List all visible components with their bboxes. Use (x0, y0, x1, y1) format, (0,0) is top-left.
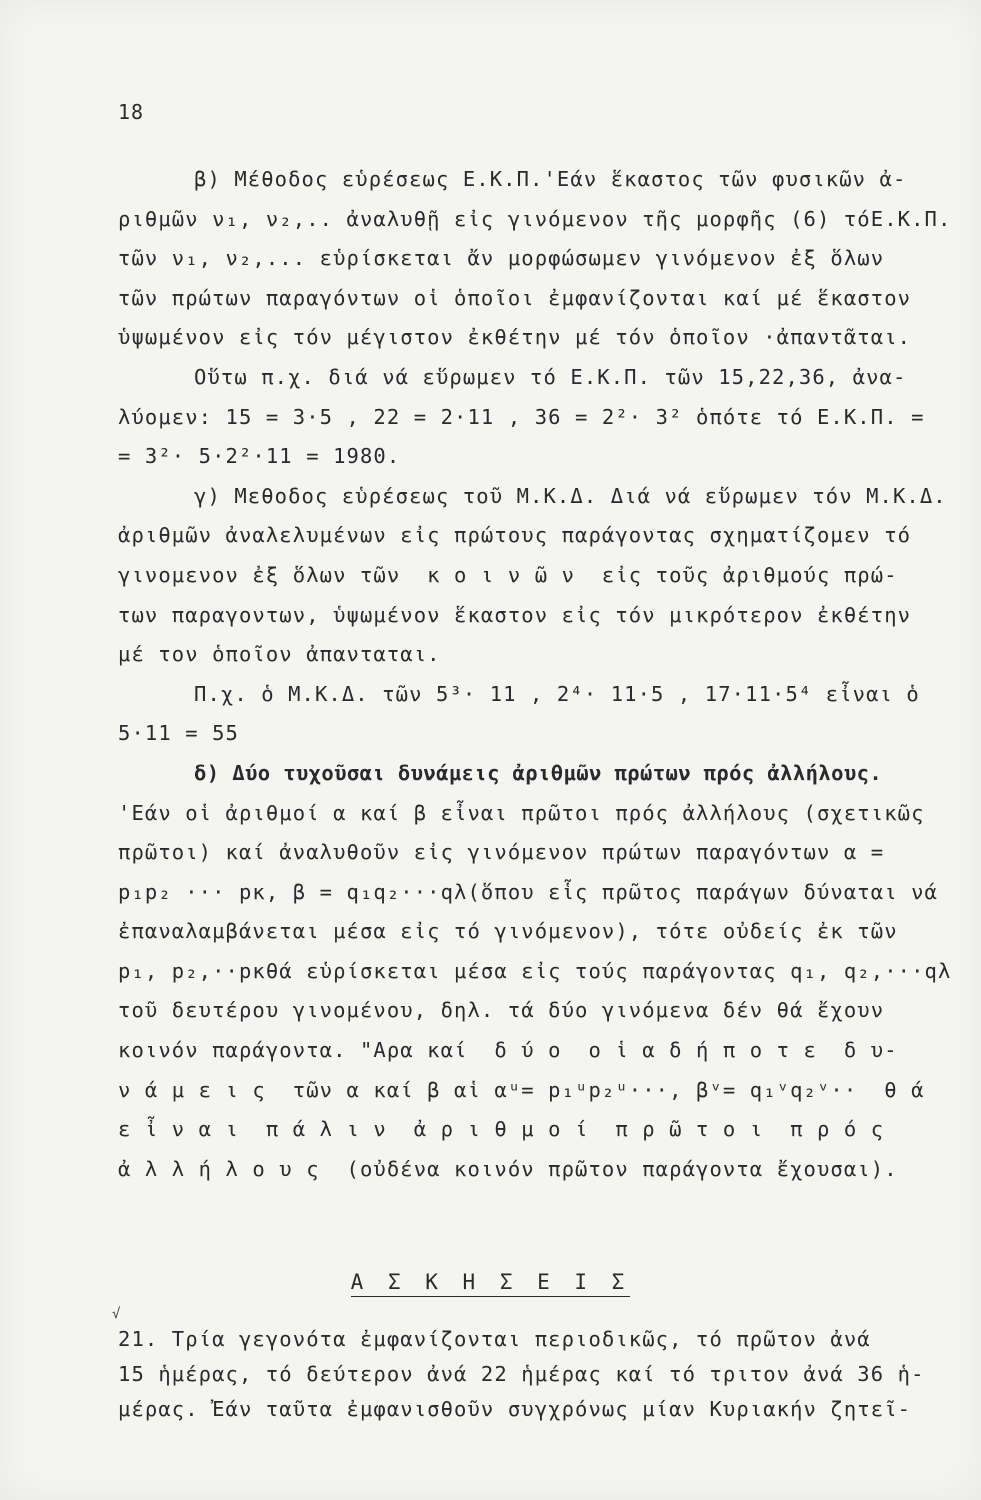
text-line: Οὕτω π.χ. διά νά εὕρωμεν τό Ε.Κ.Π. τῶν 15,22,36, ἀνα- (194, 364, 907, 389)
exercise-line: μέρας. Ἐάν ταῦτα ἐμφανισθοῦν συγχρόνως μίαν Κυριακήν ζητεῖ- (118, 1397, 912, 1421)
text-line: ὑψωμένον εἰς τόν μέγιστον ἐκθέτην μέ τόν ὁποῖον ·ἀπαντᾶται. (118, 325, 912, 350)
text-line: τοῦ δευτέρου γινομένου, δηλ. τά δύο γινόμενα δέν θά ἔχουν (118, 998, 885, 1023)
text-line: β) Μέθοδος εὑρέσεως Ε.Κ.Π.'Εάν ἕκαστος τῶν φυσικῶν ἀ- (194, 167, 907, 191)
text-line: ριθμῶν ν₁, ν₂,.. ἀναλυθῇ εἰς γινόμενον τῆς μορφῆς (6) τόΕ.Κ.Π. (118, 206, 952, 231)
check-mark-icon: √ (112, 1306, 121, 1322)
exercises-heading (0, 1270, 981, 1294)
text-line: κοινόν παράγοντα. "Αρα καί δ ύ ο ο ἱ α δ ή π ο τ ε δ υ- (118, 1038, 898, 1063)
text-line: μέ τον ὁποῖον ἀπανταται. (118, 642, 441, 667)
main-text (118, 160, 963, 1189)
text-line: 5·11 = 55 (118, 721, 239, 746)
exercise-line: 15 ἡμέρας, τό δεύτερον ἀνά 22 ἡμέρας καί τό τριτον ἀνά 36 ἡ- (118, 1362, 925, 1386)
exercises-heading-text: Α Σ Κ Η Σ Ε Ι Σ (351, 1270, 631, 1297)
text-line: πρῶτοι) καί ἀναλυθοῦν εἰς γινόμενον πρώτων παραγόντων α = (118, 840, 885, 865)
text-line: ἐπαναλαμβάνεται μέσα εἰς τό γινόμενον), τότε οὐδείς ἐκ τῶν (118, 919, 898, 944)
text-line: ἀριθμῶν ἀναλελυμένων εἰς πρώτους παράγοντας σχηματίζομεν τό (118, 523, 912, 548)
text-line: γ) Μεθοδος εὑρέσεως τοῦ Μ.Κ.Δ. Διά νά εὕρωμεν τόν Μ.Κ.Δ. (194, 483, 947, 508)
text-line: λύομεν: 15 = 3·5 , 22 = 2·11 , 36 = 2²· 3² ὁπότε τό Ε.Κ.Π. = (118, 404, 925, 429)
text-line: 'Εάν οἱ ἀριθμοί α καί β εἶναι πρῶτοι πρός ἀλλήλους (σχετικῶς (118, 800, 925, 825)
page-number: 18 (118, 100, 145, 124)
exercise-21 (118, 1322, 963, 1427)
exercise-line: 21. Τρία γεγονότα ἐμφανίζονται περιοδικῶς, τό πρῶτον ἀνά (118, 1327, 871, 1351)
text-line: γινομενον ἐξ ὅλων τῶν κ ο ι ν ῶ ν εἰς τοῦς ἀριθμούς πρώ- (118, 562, 898, 587)
text-line: τῶν πρώτων παραγόντων οἱ ὁποῖοι ἐμφανίζονται καί μέ ἕκαστον (118, 285, 912, 310)
text-line: ν ά μ ε ι ς τῶν α καί β αἱ αᵘ= p₁ᵘp₂ᵘ···, βᵛ= q₁ᵛq₂ᵛ·· θ ά (118, 1077, 925, 1102)
text-line: των παραγοντων, ὑψωμένον ἕκαστον εἰς τόν μικρότερον ἐκθέτην (118, 602, 912, 627)
text-line: p₁p₂ ··· pκ, β = q₁q₂···qλ(ὅπου εἷς πρῶτος παράγων δύναται νά (118, 879, 938, 904)
text-line: ἀ λ λ ή λ ο υ ς (οὐδένα κοινόν πρῶτον παράγοντα ἔχουσαι). (118, 1156, 898, 1181)
text-line: = 3²· 5·2²·11 = 1980. (118, 444, 401, 469)
text-line: p₁, p₂,··pκθά εὑρίσκεται μέσα εἰς τούς παράγοντας q₁, q₂,···qλ (118, 958, 952, 983)
text-line: ε ἶ ν α ι π ά λ ι ν ἀ ρ ι θ μ ο ί π ρ ῶ τ ο ι π ρ ό ς (118, 1117, 885, 1142)
text-line: τῶν ν₁, ν₂,... εὑρίσκεται ἄν μορφώσωμεν γινόμενον ἐξ ὅλων (118, 246, 885, 271)
section-heading: δ) Δύο τυχοῦσαι δυνάμεις ἀριθμῶν πρώτων πρός ἀλλήλους. (194, 760, 883, 785)
text-line: Π.χ. ὁ Μ.Κ.Δ. τῶν 5³· 11 , 2⁴· 11·5 , 17·11·5⁴ εἶναι ὁ (194, 681, 920, 706)
